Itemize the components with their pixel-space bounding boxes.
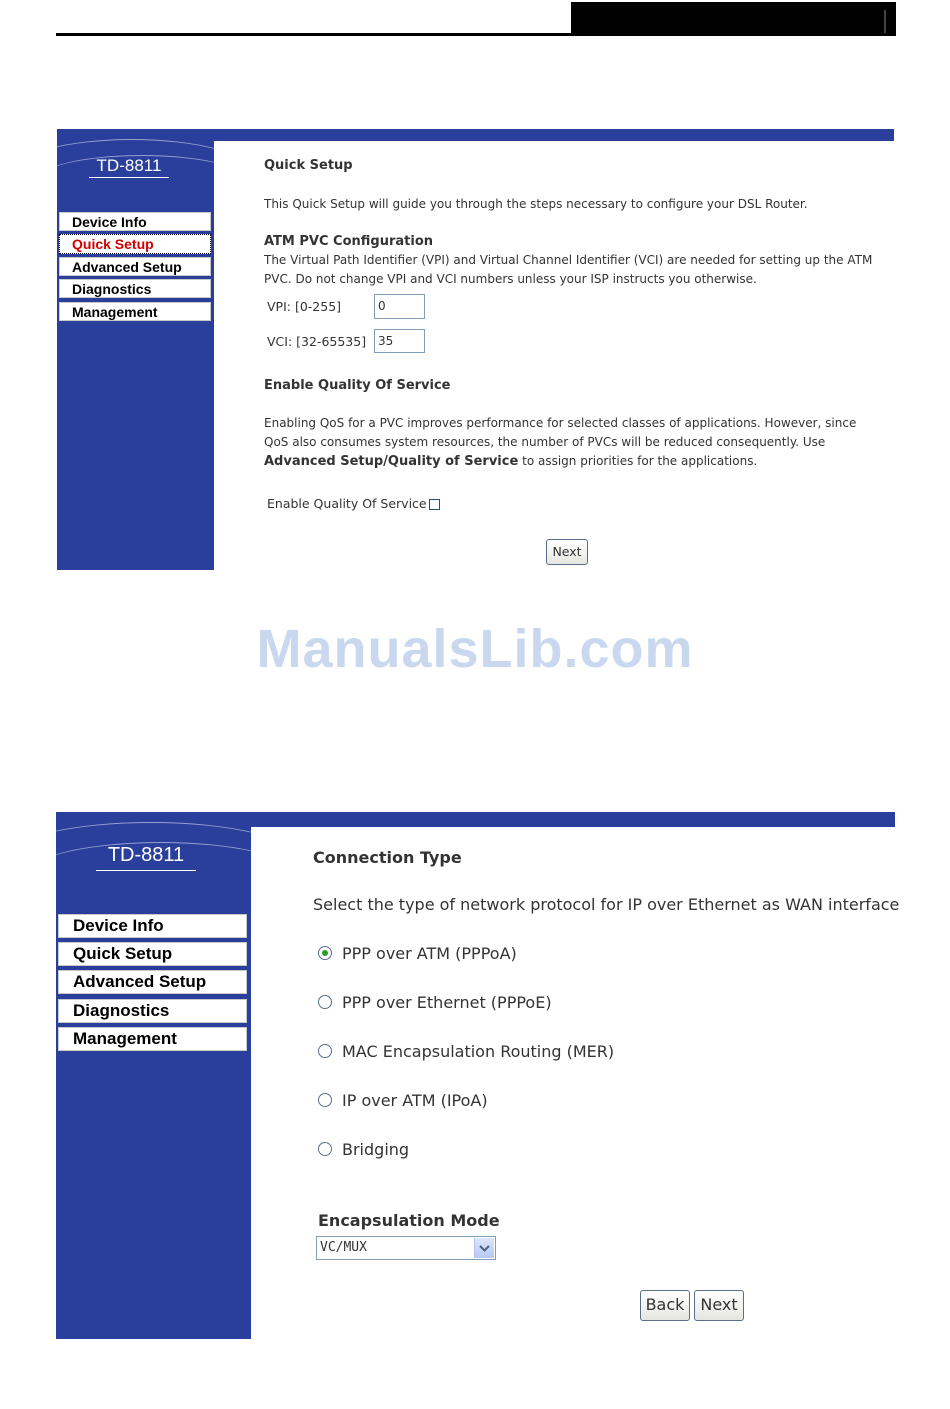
sidebar-item-device-info[interactable]: Device Info bbox=[59, 212, 211, 231]
vci-input[interactable]: 35 bbox=[374, 329, 425, 353]
advanced-setup-qos-reference: Advanced Setup/Quality of Service bbox=[264, 454, 519, 469]
radio-mer[interactable] bbox=[318, 1044, 332, 1058]
sidebar-item-advanced-setup[interactable]: Advanced Setup bbox=[59, 257, 211, 276]
radio-mer-label: MAC Encapsulation Routing (MER) bbox=[342, 1042, 615, 1061]
vpi-label: VPI: [0-255] bbox=[267, 299, 342, 314]
sidebar bbox=[57, 129, 214, 570]
intro-text: Select the type of network protocol for IP over Ethernet as WAN interface bbox=[313, 895, 900, 914]
radio-pppoa[interactable] bbox=[318, 946, 332, 960]
atm-description-2: PVC. Do not change VPI and VCI numbers unless your ISP instructs you otherwise. bbox=[264, 272, 757, 286]
qos-checkbox[interactable] bbox=[429, 499, 440, 510]
next-button[interactable]: Next bbox=[546, 539, 588, 565]
radio-ipoa[interactable] bbox=[318, 1093, 332, 1107]
sidebar-item-management[interactable]: Management bbox=[58, 1027, 247, 1051]
sidebar-item-quick-setup[interactable]: Quick Setup bbox=[59, 234, 211, 254]
qos-description-3 bbox=[264, 454, 757, 469]
radio-bridging-label: Bridging bbox=[342, 1140, 410, 1159]
sidebar-item-management[interactable]: Management bbox=[59, 302, 211, 321]
chevron-down-icon[interactable] bbox=[474, 1238, 494, 1258]
qos-checkbox-label: Enable Quality Of Service bbox=[267, 496, 427, 511]
radio-pppoe-label: PPP over Ethernet (PPPoE) bbox=[342, 993, 552, 1012]
vpi-input[interactable]: 0 bbox=[374, 294, 425, 319]
sidebar-item-advanced-setup[interactable]: Advanced Setup bbox=[58, 970, 247, 994]
atm-description: The Virtual Path Identifier (VPI) and Virtual Channel Identifier (VCI) are needed for setting up the ATM bbox=[264, 253, 873, 267]
radio-ipoa-label: IP over ATM (IPoA) bbox=[342, 1091, 488, 1110]
qos-heading: Enable Quality Of Service bbox=[264, 378, 451, 393]
encapsulation-heading: Encapsulation Mode bbox=[318, 1211, 500, 1230]
content-panel bbox=[251, 827, 900, 1339]
next-button[interactable]: Next bbox=[694, 1290, 744, 1321]
back-button[interactable]: Back bbox=[640, 1290, 690, 1321]
screenshot-connection-type bbox=[56, 812, 900, 1339]
model-logo: TD-8811 bbox=[96, 844, 196, 872]
radio-pppoa-label: PPP over ATM (PPPoA) bbox=[342, 944, 517, 963]
atm-heading: ATM PVC Configuration bbox=[264, 234, 433, 249]
encapsulation-select[interactable] bbox=[316, 1236, 496, 1260]
vci-label: VCI: [32-65535] bbox=[267, 334, 367, 349]
model-logo: TD-8811 bbox=[89, 156, 169, 180]
radio-pppoe[interactable] bbox=[318, 995, 332, 1009]
intro-text: This Quick Setup will guide you through the steps necessary to configure your DSL Router. bbox=[264, 197, 808, 211]
qos-description-tail: to assign priorities for the applications. bbox=[518, 454, 758, 468]
watermark: ManualsLib.com bbox=[256, 619, 694, 679]
page-title: Quick Setup bbox=[264, 158, 353, 173]
sidebar-item-diagnostics[interactable]: Diagnostics bbox=[58, 999, 247, 1023]
screenshot-quick-setup bbox=[57, 129, 894, 570]
sidebar-item-quick-setup[interactable]: Quick Setup bbox=[58, 942, 247, 966]
sidebar-item-device-info[interactable]: Device Info bbox=[58, 914, 247, 938]
page-header-rule bbox=[56, 33, 896, 36]
encapsulation-select-value: VC/MUX bbox=[320, 1240, 367, 1255]
page-header-block bbox=[571, 2, 896, 36]
radio-bridging[interactable] bbox=[318, 1142, 332, 1156]
qos-description: Enabling QoS for a PVC improves performance for selected classes of applications. However, since bbox=[264, 416, 857, 430]
sidebar-item-diagnostics[interactable]: Diagnostics bbox=[59, 279, 211, 298]
sidebar bbox=[56, 812, 251, 1339]
qos-description-2: QoS also consumes system resources, the number of PVCs will be reduced consequently. Use bbox=[264, 435, 826, 449]
content-panel bbox=[214, 141, 894, 570]
page-title: Connection Type bbox=[313, 848, 462, 867]
